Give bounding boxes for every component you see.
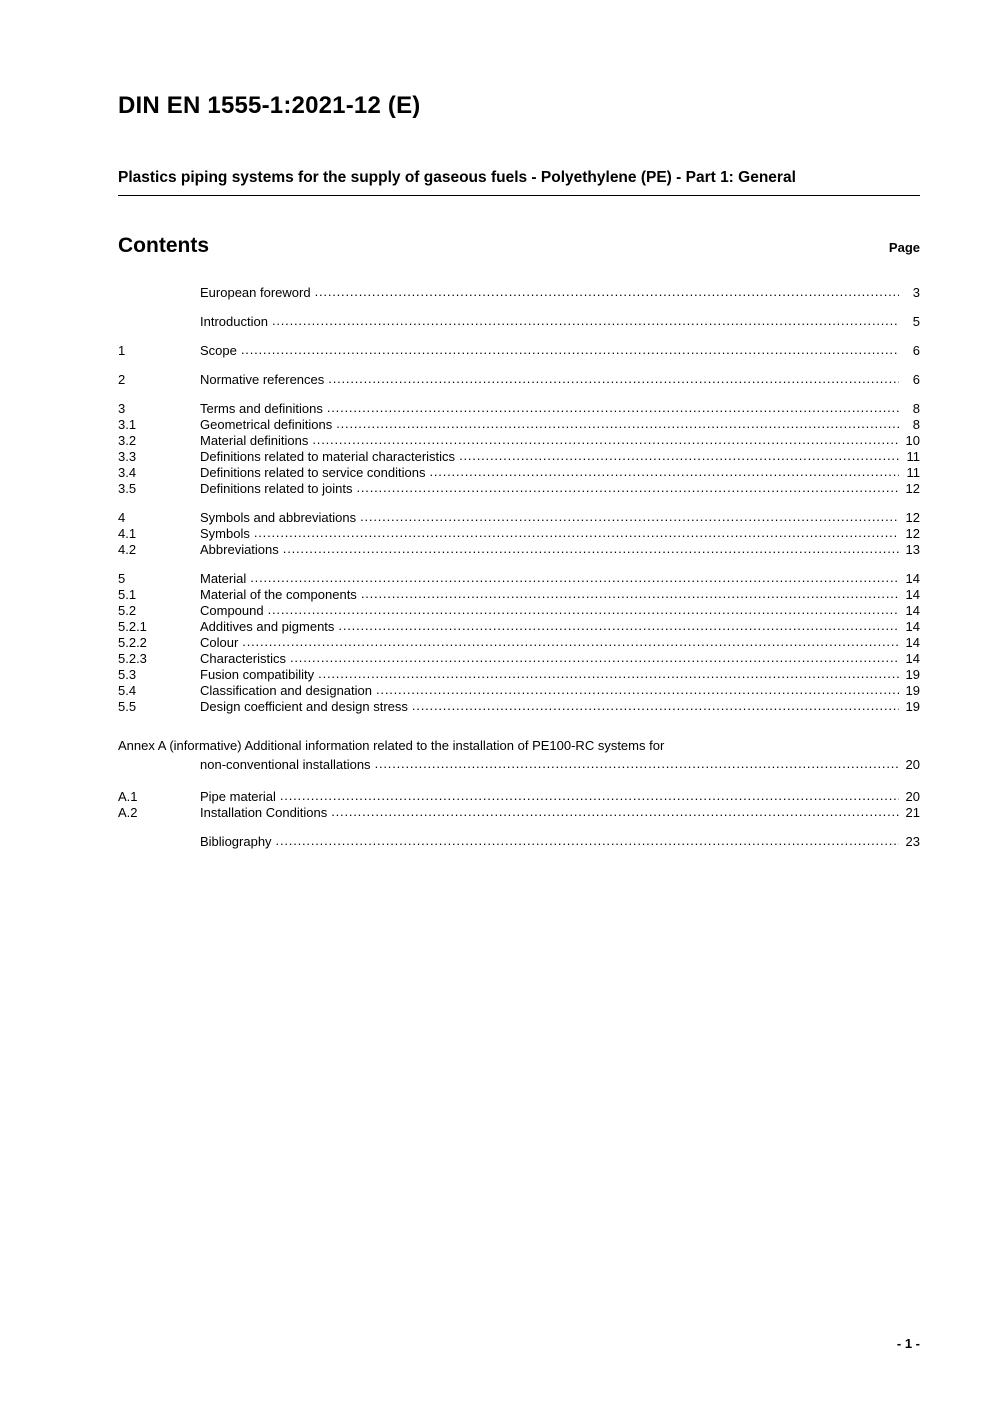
toc-entry-label: Characteristics (200, 650, 286, 666)
toc-leader-dots (360, 511, 899, 524)
toc-entry-label: Additives and pigments (200, 618, 335, 634)
table-of-contents (118, 286, 920, 848)
toc-entry-label: Fusion compatibility (200, 666, 315, 682)
toc-leader-dots (315, 286, 899, 299)
toc-entry[interactable] (118, 700, 920, 713)
toc-entry[interactable] (118, 527, 920, 540)
toc-entry-label: Symbols (200, 525, 250, 541)
toc-entry-page: 12 (905, 525, 920, 541)
toc-entry-page: 14 (905, 602, 920, 618)
document-number: DIN EN 1555-1:2021-12 (E) (118, 92, 421, 119)
page-content (118, 0, 920, 851)
toc-entry[interactable] (118, 652, 920, 665)
page-column-label: Page (888, 239, 920, 255)
toc-entry[interactable] (118, 482, 920, 495)
toc-entry-annex-a[interactable] (118, 737, 920, 774)
toc-entry-label: Definitions related to material characteristics (200, 448, 456, 464)
toc-entry-page: 20 (905, 789, 920, 805)
toc-entry-page: 14 (905, 570, 920, 586)
toc-entry[interactable] (118, 790, 920, 803)
toc-leader-dots (276, 835, 899, 848)
toc-entry-label: Normative references (200, 371, 325, 387)
toc-leader-dots (242, 636, 899, 649)
toc-entry[interactable] (118, 373, 920, 386)
toc-entry-number: 3.5 (118, 480, 137, 496)
toc-leader-dots (254, 527, 899, 540)
toc-entry-label: Material definitions (200, 432, 309, 448)
toc-entry[interactable] (118, 402, 920, 415)
toc-leader-dots (338, 620, 899, 633)
toc-entry-label: Bibliography (200, 834, 272, 850)
toc-entry-number: 5.1 (118, 586, 137, 602)
toc-entry-page: 14 (905, 634, 920, 650)
toc-entry-label: Introduction (200, 313, 268, 329)
toc-entry[interactable] (118, 450, 920, 463)
annex-title-line-1: Annex A (informative) Additional information related to the installation of PE100-RC systems for (118, 737, 665, 753)
toc-entry-number: 3.4 (118, 464, 137, 480)
toc-entry-label: Definitions related to joints (200, 480, 353, 496)
toc-entry-page: 11 (906, 464, 920, 480)
toc-entry-number: 5.4 (118, 682, 137, 698)
contents-header (118, 234, 920, 258)
toc-entry-number: 3.3 (118, 448, 137, 464)
toc-leader-dots (318, 668, 899, 681)
toc-entry-page: 20 (905, 757, 920, 773)
toc-entry-label: Definitions related to service conditions (200, 464, 426, 480)
toc-entry-page: 6 (912, 342, 920, 358)
toc-entry[interactable] (118, 604, 920, 617)
toc-entry-page: 19 (905, 682, 920, 698)
toc-entry-number: 3.1 (118, 416, 137, 432)
toc-entry-page: 11 (906, 448, 920, 464)
toc-entry-page: 12 (905, 480, 920, 496)
toc-entry-number: 4.2 (118, 541, 137, 557)
toc-entry-number: 5 (118, 570, 126, 586)
toc-leader-dots (336, 418, 899, 431)
toc-leader-dots (290, 652, 899, 665)
toc-entry-number: 5.3 (118, 666, 137, 682)
toc-entry-label: Material of the components (200, 586, 357, 602)
toc-leader-dots (250, 572, 899, 585)
toc-entry[interactable] (118, 684, 920, 697)
toc-entry-page: 19 (905, 698, 920, 714)
toc-leader-dots (331, 806, 899, 819)
toc-entry-label: Installation Conditions (200, 805, 328, 821)
footer-page-number: - 1 - (896, 1336, 920, 1351)
toc-leader-dots (283, 543, 899, 556)
toc-leader-dots (280, 790, 899, 803)
toc-entry-label: Colour (200, 634, 239, 650)
toc-entry-label: Scope (200, 342, 237, 358)
toc-entry-page: 8 (912, 400, 920, 416)
toc-entry-page: 14 (905, 650, 920, 666)
toc-leader-dots (356, 482, 899, 495)
toc-entry-page: 5 (912, 313, 920, 329)
toc-leader-dots (272, 315, 899, 328)
toc-entry-label: Geometrical definitions (200, 416, 333, 432)
toc-entry-label: Terms and definitions (200, 400, 323, 416)
toc-entry[interactable] (118, 620, 920, 633)
toc-entry-number: 5.2.2 (118, 634, 147, 650)
toc-entry[interactable] (118, 466, 920, 479)
toc-entry-number: A.1 (118, 789, 138, 805)
toc-entry[interactable] (118, 543, 920, 556)
contents-heading: Contents (118, 233, 209, 257)
toc-entry-label: Classification and designation (200, 682, 372, 698)
toc-entry-label: European foreword (200, 284, 311, 300)
toc-entry-page: 13 (905, 541, 920, 557)
title-divider (118, 195, 920, 196)
toc-leader-dots (376, 684, 899, 697)
annex-title-line-2: non-conventional installations (200, 757, 371, 773)
toc-entry-label: Compound (200, 602, 264, 618)
toc-entry-label: Pipe material (200, 789, 276, 805)
toc-entry[interactable] (118, 511, 920, 524)
document-title: Plastics piping systems for the supply of gaseous fuels - Polyethylene (PE) - Part 1: General (118, 169, 796, 186)
toc-entry[interactable] (118, 434, 920, 447)
toc-entry-page: 6 (912, 371, 920, 387)
toc-leader-dots (268, 604, 899, 617)
toc-entry[interactable] (118, 588, 920, 601)
toc-leader-dots (412, 700, 899, 713)
toc-entry-page: 14 (905, 586, 920, 602)
toc-entry-page: 8 (912, 416, 920, 432)
toc-leader-dots (327, 402, 899, 415)
toc-entry-number: A.2 (118, 805, 138, 821)
toc-entry-page: 14 (905, 618, 920, 634)
toc-entry-number: 2 (118, 371, 126, 387)
toc-entry-page: 21 (905, 805, 920, 821)
annex-title-line-2-row (118, 756, 920, 774)
toc-entry-page: 23 (905, 834, 920, 850)
toc-leader-dots (312, 434, 899, 447)
toc-leader-dots (241, 344, 899, 357)
toc-entry-label: Symbols and abbreviations (200, 509, 357, 525)
toc-leader-dots (375, 761, 899, 774)
toc-leader-dots (429, 466, 899, 479)
toc-entry-number: 5.5 (118, 698, 137, 714)
toc-entry-number: 5.2.3 (118, 650, 147, 666)
toc-entry-page: 19 (905, 666, 920, 682)
toc-leader-dots (361, 588, 899, 601)
toc-entry-bibliography[interactable] (118, 835, 920, 848)
toc-entry-label: Design coefficient and design stress (200, 698, 408, 714)
toc-entry-label: Abbreviations (200, 541, 279, 557)
toc-entry-number: 4.1 (118, 525, 137, 541)
toc-entry[interactable] (118, 636, 920, 649)
toc-leader-dots (328, 373, 899, 386)
toc-entry[interactable] (118, 418, 920, 431)
toc-entry-label: Material (200, 570, 247, 586)
toc-entry-number: 4 (118, 509, 126, 525)
toc-entry-page: 10 (905, 432, 920, 448)
toc-entry[interactable] (118, 315, 920, 328)
toc-entry-number: 3.2 (118, 432, 137, 448)
toc-entry-number: 1 (118, 342, 126, 358)
toc-entry-page: 3 (912, 284, 920, 300)
toc-entry[interactable] (118, 344, 920, 357)
toc-entry-number: 5.2 (118, 602, 137, 618)
toc-entry[interactable] (118, 572, 920, 585)
toc-entry-number: 3 (118, 400, 126, 416)
toc-entry-number: 5.2.1 (118, 618, 147, 634)
toc-entry[interactable] (118, 668, 920, 681)
toc-entry-page: 12 (905, 509, 920, 525)
toc-leader-dots (459, 450, 899, 463)
toc-entry[interactable] (118, 286, 920, 299)
toc-entry[interactable] (118, 806, 920, 819)
